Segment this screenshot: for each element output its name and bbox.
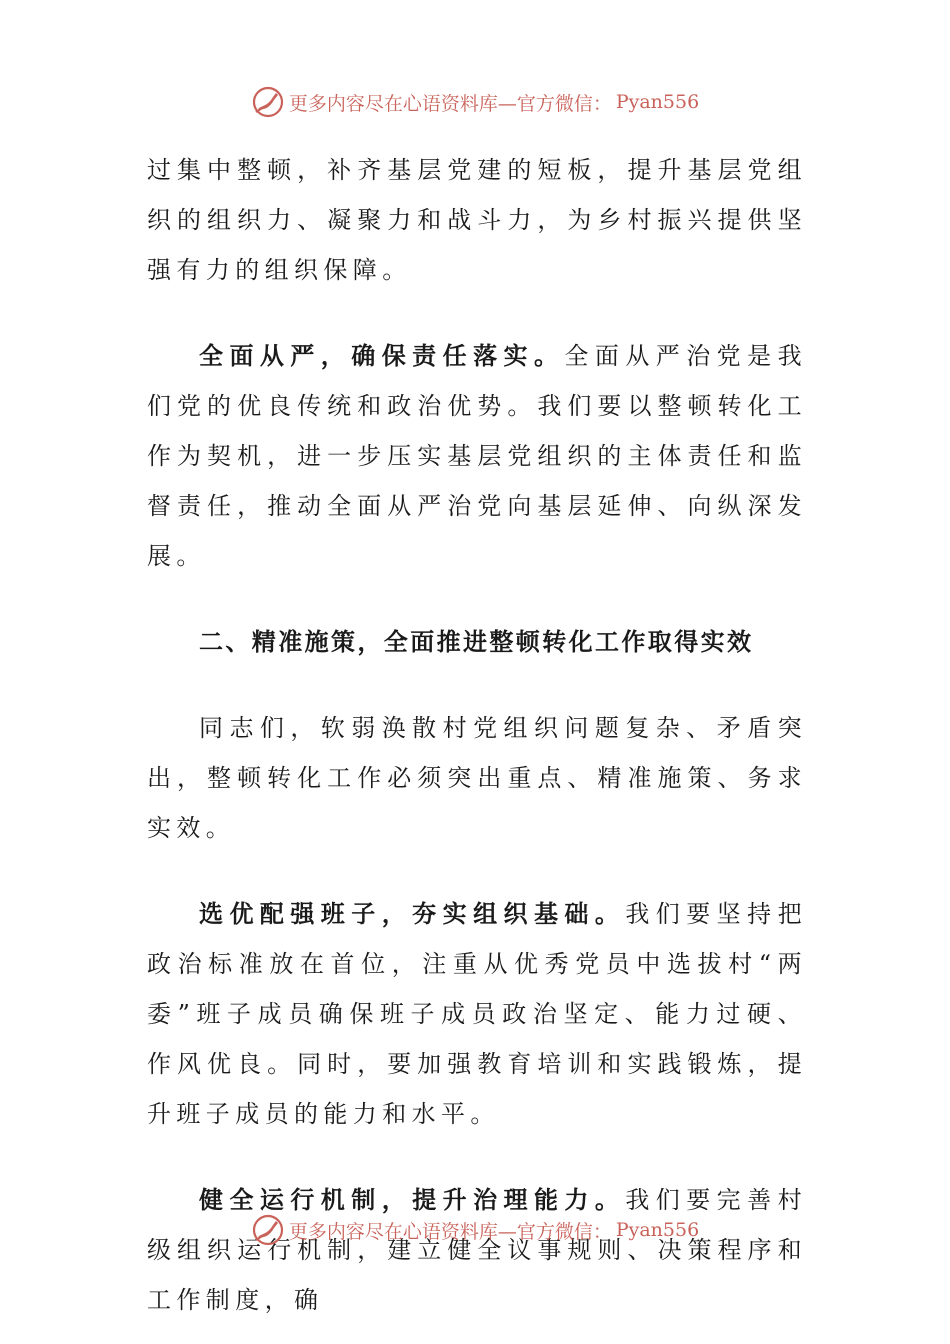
paragraph-5 <box>147 1175 807 1325</box>
paragraph-2-lead: 全面从严，确保责任落实。 <box>199 341 565 370</box>
paragraph-4-lead: 选优配强班子，夯实组织基础。 <box>199 899 626 928</box>
header-watermark <box>0 82 950 122</box>
watermark-text: 更多内容尽在心语资料库—官方微信： <box>288 1220 612 1243</box>
watermark-text: 更多内容尽在心语资料库—官方微信： <box>288 92 612 115</box>
section-heading-2: 二、精准施策，全面推进整顿转化工作取得实效 <box>199 627 754 656</box>
footer-watermark <box>0 1210 950 1250</box>
paragraph-5-text: 我们要完善村级组织运行机制，建立健全议事规则、决策程序和工作制度，确 <box>147 1186 807 1314</box>
paragraph-4 <box>147 889 807 1139</box>
paragraph-2-text: 全面从严治党是我们党的优良传统和政治优势。我们要以整顿转化工作为契机，进一步压实基层党组织的主体责任和监督责任，推动全面从严治党向基层延伸、向纵深发展。 <box>147 342 807 570</box>
pen-logo-icon <box>251 85 285 119</box>
watermark-wechat-id: Pyan556 <box>615 91 700 113</box>
paragraph-5-lead: 健全运行机制，提升治理能力。 <box>199 1185 626 1214</box>
document-body <box>147 145 807 1325</box>
paragraph-1: 过集中整顿，补齐基层党建的短板，提升基层党组织的组织力、凝聚力和战斗力，为乡村振兴提供坚强有力的组织保障。 <box>147 156 807 284</box>
paragraph-4-text: 我们要坚持把政治标准放在首位，注重从优秀党员中选拔村“两委”班子成员确保班子成员政治坚定、能力过硬、作风优良。同时，要加强教育培训和实践锻炼，提升班子成员的能力和水平。 <box>147 900 807 1128</box>
paragraph-3: 同志们，软弱涣散村党组织问题复杂、矛盾突出，整顿转化工作必须突出重点、精准施策、务求实效。 <box>147 714 807 842</box>
paragraph-2 <box>147 331 807 581</box>
watermark-wechat-id: Pyan556 <box>615 1219 700 1241</box>
pen-logo-icon <box>251 1213 285 1247</box>
